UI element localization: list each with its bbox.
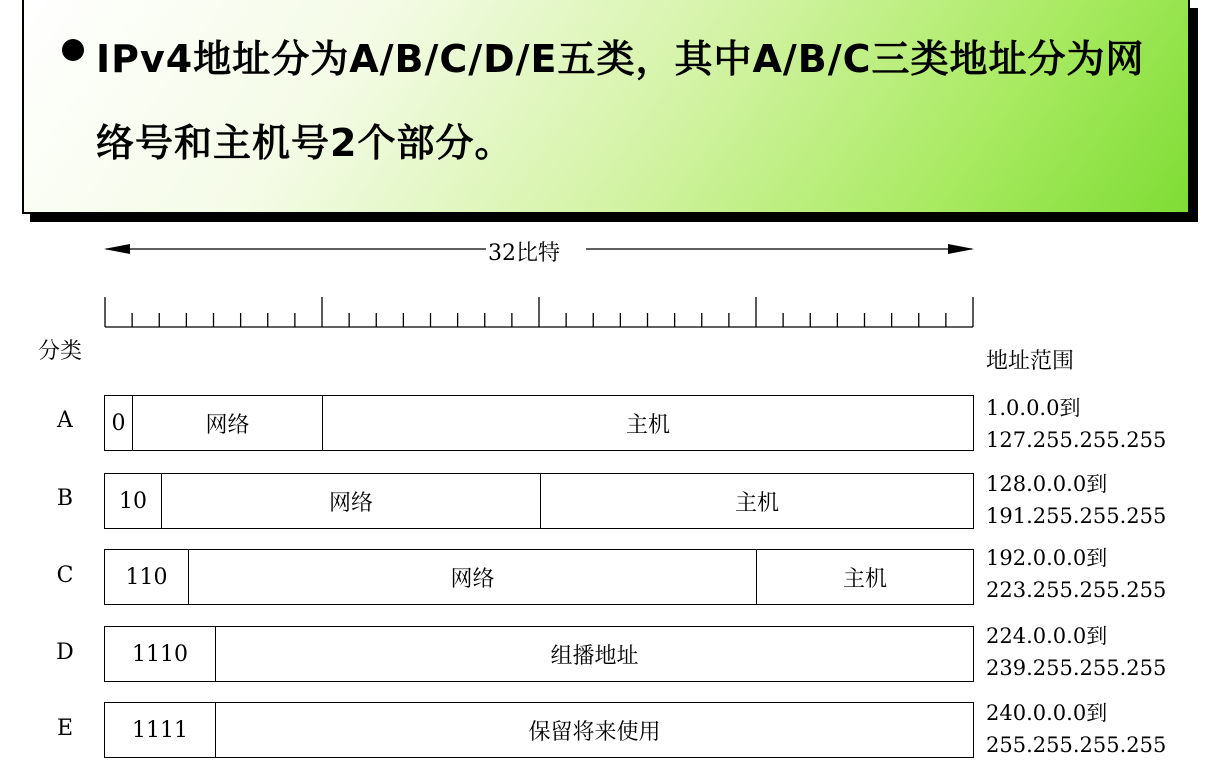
class-d-bar — [104, 626, 974, 682]
class-c-network: 网络 — [189, 550, 757, 604]
class-b-host: 主机 — [734, 490, 779, 516]
class-b-range-start: 128.0.0.0到 — [986, 472, 1108, 496]
arrow-right-icon — [948, 244, 974, 254]
ruler-ticks — [105, 297, 973, 327]
class-b-network: 网络 — [162, 474, 541, 528]
class-e-range — [986, 697, 1166, 761]
class-label-c: C — [56, 563, 74, 588]
range-header: 地址范围 — [986, 349, 1075, 374]
class-b-range — [986, 468, 1166, 532]
class-b-bar — [104, 473, 974, 529]
class-a-range-start: 1.0.0.0到 — [986, 396, 1081, 420]
class-a-prefix: 0 — [105, 396, 133, 450]
class-e-bar — [104, 702, 974, 758]
class-e-range-start: 240.0.0.0到 — [986, 701, 1108, 725]
class-a-network: 网络 — [133, 396, 323, 450]
title-line-1: IPv4地址分为A/B/C/D/E五类，其中A/B/C三类地址分为网 — [96, 37, 1145, 81]
class-d-range — [986, 620, 1166, 684]
class-label-a: A — [57, 408, 73, 433]
class-d-body: 组播地址 — [550, 643, 639, 669]
class-b-range-end: 191.255.255.255 — [986, 504, 1167, 528]
class-c-bar — [104, 549, 974, 605]
class-e-body: 保留将来使用 — [528, 719, 661, 745]
class-c-prefix: 110 — [105, 550, 189, 604]
class-label-b: B — [56, 486, 74, 511]
class-c-range — [986, 542, 1166, 606]
class-label-d: D — [56, 640, 74, 665]
class-e-range-end: 255.255.255.255 — [986, 733, 1167, 757]
class-a-bar — [104, 395, 974, 451]
class-label-e: E — [56, 716, 74, 741]
title-line-2: 络号和主机号2个部分。 — [96, 121, 514, 165]
class-d-prefix: 1110 — [105, 627, 216, 681]
category-header: 分类 — [38, 339, 83, 364]
class-a-range — [986, 392, 1166, 456]
class-a-range-end: 127.255.255.255 — [986, 428, 1167, 452]
class-b-prefix: 10 — [105, 474, 162, 528]
class-a-host: 主机 — [625, 412, 670, 438]
class-e-prefix: 1111 — [105, 703, 216, 757]
class-c-range-start: 192.0.0.0到 — [986, 546, 1108, 570]
bits-label: 32比特 — [486, 236, 562, 267]
class-d-range-end: 239.255.255.255 — [986, 656, 1167, 680]
arrow-left-icon — [104, 244, 130, 254]
class-c-host: 主机 — [842, 566, 887, 592]
class-c-range-end: 223.255.255.255 — [986, 578, 1167, 602]
class-d-range-start: 224.0.0.0到 — [986, 624, 1108, 648]
